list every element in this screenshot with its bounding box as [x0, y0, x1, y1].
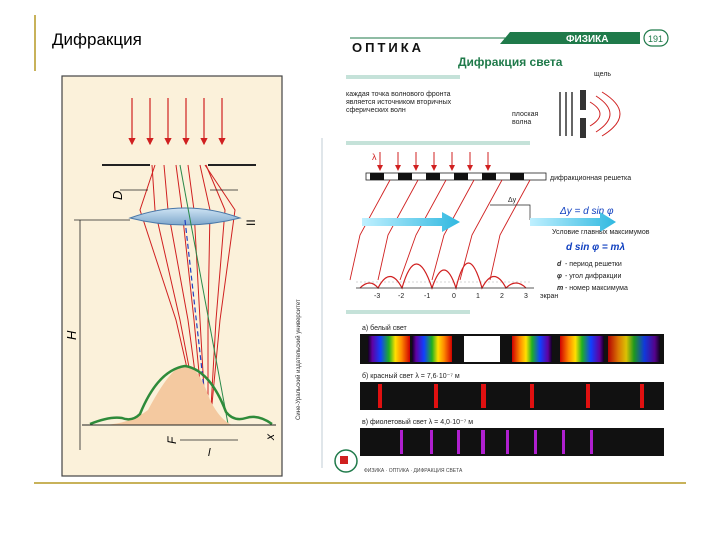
legend-item-m: - номер максимума: [565, 285, 628, 292]
grating-label: дифракционная решетка: [550, 175, 632, 182]
tick-minus-1: -1: [424, 293, 431, 300]
tick-minus-2: -2: [398, 293, 405, 300]
spectrum-white-band-right-3: [608, 336, 660, 362]
plane-wave-label-1: плоская: [512, 111, 539, 118]
slide-title: Дифракция: [52, 30, 142, 49]
label-H: H: [64, 330, 79, 340]
tick-minus-3: -3: [374, 293, 381, 300]
spectrum-white-band-right-2: [560, 336, 604, 362]
huygens-text: [346, 91, 452, 114]
huygens-line-3: сферических волн: [346, 107, 406, 114]
spectrum-white-center: [464, 336, 500, 362]
grating-bars: [366, 173, 546, 180]
tick-2: 2: [500, 293, 504, 300]
legend: [557, 261, 628, 292]
legend-symbol-d: d: [557, 261, 562, 268]
legend-symbol-phi: φ: [557, 273, 562, 280]
huygens-line-1: каждая точка волнового фронта: [346, 91, 451, 98]
vertical-credit: Сине-Уральский издательский университет: [296, 299, 302, 420]
label-l: l: [208, 447, 211, 459]
spectrum-white-band-left-2: [368, 336, 410, 362]
screen-label: экран: [540, 293, 559, 300]
page-number: 191: [648, 34, 664, 44]
section-title: ОПТИКА: [352, 40, 425, 55]
label-D: D: [110, 190, 125, 200]
grating-diffracted-rays: [350, 180, 530, 280]
max-condition-title: Условие главных максимумов: [552, 229, 650, 236]
poster-svg: [60, 20, 670, 482]
frame-line-vertical: [34, 15, 36, 71]
tick-1: 1: [476, 293, 480, 300]
spectrum-label-red: б) красный свет λ = 7,6·10⁻⁷ м: [362, 373, 460, 380]
spectrum-white-band-left-1: [412, 336, 452, 362]
tick-3: 3: [524, 293, 528, 300]
tick-0: 0: [452, 293, 456, 300]
spectrum-label-white: а) белый свет: [362, 325, 407, 332]
path-difference-triangle: [490, 205, 530, 220]
subject-label: ФИЗИКА: [566, 34, 609, 45]
label-x: x: [263, 434, 277, 440]
grating-incident-rays: [380, 152, 488, 170]
poster-heading: Дифракция света: [458, 55, 563, 69]
poster: [60, 20, 670, 482]
intensity-pattern: [356, 263, 534, 288]
lambda-label: λ: [372, 152, 377, 162]
label-II: II: [244, 219, 258, 226]
order-ticks: [374, 293, 528, 300]
frame-line-horizontal: [34, 482, 686, 484]
spectrum-violet: [360, 428, 664, 456]
spectrum-red: [360, 382, 664, 410]
huygens-line-2: является источником вторичных: [346, 99, 452, 106]
legend-item-d: - период решетки: [565, 261, 622, 268]
huygens-diagram: [560, 90, 620, 138]
publisher-logo-mark: [340, 456, 348, 464]
slit-label: щель: [594, 71, 612, 78]
spectrum-white-band-right-1: [512, 336, 552, 362]
label-F: F: [165, 436, 179, 444]
max-formula: d sin φ = mλ: [566, 242, 625, 253]
cyan-arrow-left: [362, 212, 460, 232]
spectrum-label-violet: в) фиолетовый свет λ = 4,0·10⁻⁷ м: [362, 419, 474, 426]
footer-text: ФИЗИКА · ОПТИКА · ДИФРАКЦИЯ СВЕТА: [364, 468, 463, 474]
legend-item-phi: - угол дифракции: [565, 273, 622, 280]
legend-symbol-m: m: [557, 285, 564, 292]
delta-label: Δy: [508, 197, 517, 204]
path-formula: Δy = d sin φ: [560, 206, 614, 217]
plane-wave-label-2: волна: [512, 119, 532, 126]
